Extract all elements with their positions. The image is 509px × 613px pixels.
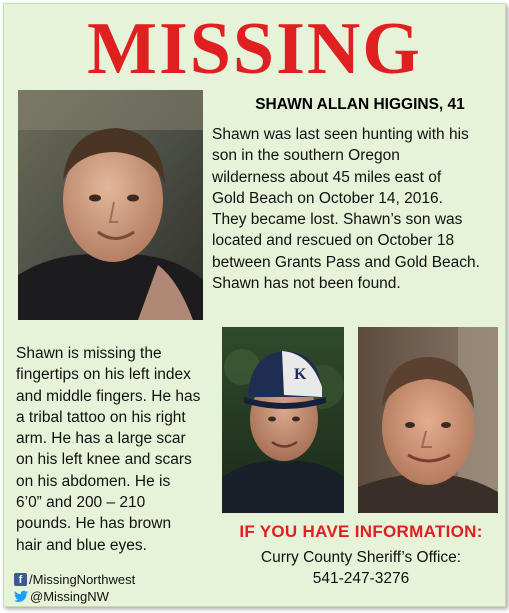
feature-line: and middle fingers. He has [16, 387, 201, 405]
description-line: son in the southern Oregon [212, 147, 400, 165]
facebook-handle: /MissingNorthwest [29, 572, 136, 587]
missing-poster [3, 3, 506, 607]
contact-phone: 541-247-3276 [312, 570, 410, 587]
portrait-photo [18, 90, 203, 320]
facebook-link[interactable] [14, 571, 135, 588]
person-name: SHAWN ALLAN HIGGINS, 41 [255, 96, 465, 113]
description-line: Shawn has not been found. [212, 275, 401, 293]
twitter-icon [14, 590, 28, 603]
description-line: wilderness about 45 miles east of [212, 168, 442, 186]
twitter-handle: @MissingNW [30, 589, 109, 604]
description-line: Gold Beach on October 14, 2016. [212, 189, 443, 207]
feature-line: arm. He has a large scar [16, 430, 186, 448]
feature-line: on his left knee and scars [16, 451, 192, 469]
feature-line: hair and blue eyes. [16, 536, 147, 554]
feature-line: a tribal tattoo on his right [16, 408, 186, 426]
svg-text:K: K [294, 366, 307, 383]
closeup-photo [358, 327, 498, 513]
contact-section [216, 522, 506, 589]
feature-line: 6’0” and 200 – 210 [16, 494, 146, 512]
feature-line: Shawn is missing the [16, 345, 162, 362]
description-line: Shawn was last seen hunting with his [212, 126, 469, 143]
contact-headline: IF YOU HAVE INFORMATION: [239, 522, 483, 541]
description-line: located and rescued on October 18 [212, 232, 455, 250]
cap-photo [222, 327, 344, 513]
contact-office: Curry County Sheriff’s Office: [260, 549, 462, 566]
facebook-icon: f [14, 573, 27, 586]
social-links [14, 571, 135, 605]
description-line: between Grants Pass and Gold Beach. [212, 253, 480, 271]
feature-line: on his abdomen. He is [16, 472, 171, 490]
feature-line: fingertips on his left index [16, 366, 191, 384]
last-seen-description [212, 124, 504, 294]
twitter-link[interactable] [14, 588, 135, 605]
identifying-features [16, 343, 216, 556]
feature-line: pounds. He has brown [16, 515, 172, 533]
headline: MISSING [87, 8, 422, 90]
description-line: They became lost. Shawn’s son was [212, 211, 463, 229]
